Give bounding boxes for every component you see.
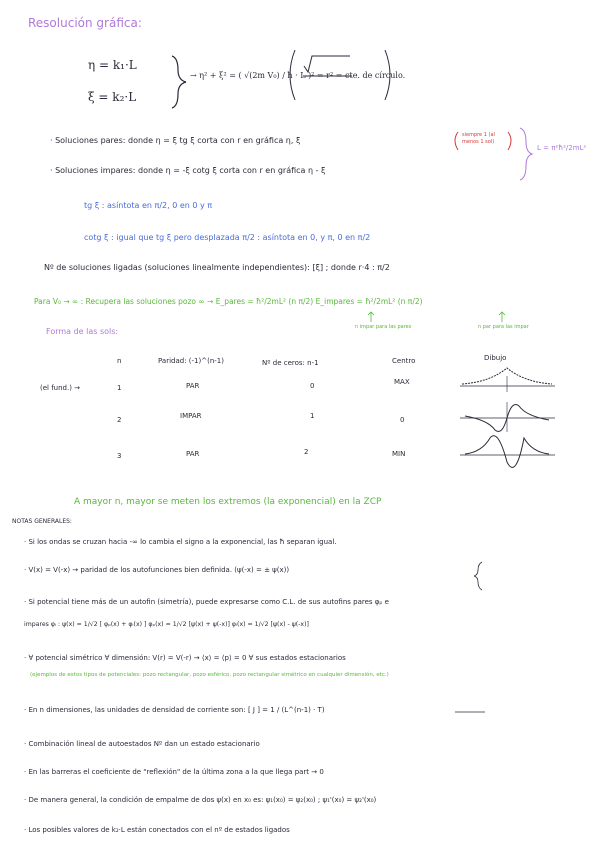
note-10: · De manera general, la condición de empalme de dos ψ(x) en x₀ es: ψ₁(x₀) = ψ₂(x₀) ; ψ₁'(x₀) = ψ₂'(x₀) — [24, 796, 377, 804]
col-zeros: Nº de ceros: n-1 — [262, 359, 319, 367]
note-odd-n: n impar para las pares — [355, 324, 412, 330]
odd-solutions-line: · Soluciones impares: donde η = -ξ cotg ξ corta con r en gráfica η - ξ — [50, 166, 326, 175]
prob-brace — [474, 562, 482, 590]
row1-center: MAX — [394, 378, 410, 386]
green-bullet: A mayor n, mayor se meten los extremos (la exponencial) en la ZCP — [74, 497, 382, 507]
arrow-up-1 — [368, 312, 374, 322]
col-drawing: Dibujo — [484, 354, 507, 362]
cotg-asymptote: cotg ξ : igual que tg ξ pero desplazada π/2 : asíntota en 0, y π, 0 en π/2 — [84, 233, 371, 242]
bound-states-count: Nº de soluciones ligadas (soluciones linealmente independientes): [ξ] ; donde r·4 : π/2 — [44, 263, 390, 272]
row1-zeros: 0 — [310, 382, 315, 390]
notes-heading: NOTAS GENERALES: — [12, 518, 72, 525]
col-center: Centro — [392, 357, 416, 365]
note-7: · En n dimensiones, las unidades de densidad de corriente son: [ J ] = 1 / (L^(n-1) · T) — [24, 706, 325, 714]
note-1: · Si los ondas se cruzan hacia -∞ lo cambia el signo a la exponencial, las ħ separan igual. — [24, 538, 337, 546]
note-6: (ejemplos de estos tipos de potenciales: pozo rectangular, pozo esférico, pozo rectangular simétrico en cualquier dimensión, etc.) — [30, 672, 389, 678]
col-n: n — [117, 357, 122, 365]
row2-n: 2 — [117, 416, 122, 424]
equation-xi: ξ = k₂·L — [88, 90, 137, 104]
note-8: · Combinación lineal de autoestados Nº dan un estado estacionario — [24, 740, 260, 748]
arrow-up-2 — [499, 312, 505, 322]
system-brace — [172, 56, 186, 108]
col-parity: Paridad: (-1)^(n-1) — [158, 357, 224, 365]
row2-center: 0 — [400, 416, 405, 424]
tg-asymptote: tg ξ : asíntota en π/2, 0 en 0 y π — [84, 201, 213, 210]
row3-center: MIN — [392, 450, 406, 458]
section-title: Resolución gráfica: — [28, 16, 142, 30]
note-9: · En las barreras el coeficiente de "reflexión" de la última zona a la que llega part → 0 — [24, 768, 324, 776]
note-2: · V(x) = V(-x) → paridad de los autofunciones bien definida. (ψ(-x) = ± ψ(x)) — [24, 566, 290, 574]
wave-section-title: Forma de las sols: — [46, 327, 119, 336]
side-formula: L = π²ħ²/2mL² — [537, 144, 587, 152]
note-even-n: n par para las impar — [478, 324, 529, 330]
row3-parity: PAR — [186, 450, 200, 458]
infinite-well-limit: Para V₀ → ∞ : Recupera las soluciones pozo ∞ → E_pares = ħ²/2mL² (n π/2) E_impares = ħ²/2mL² (n π/2) — [34, 297, 423, 306]
circle-equation: → η² + ξ² = ( √(2m V₀) / ħ · L )² = r² = cte. de círculo. — [190, 71, 406, 80]
note-5: · ∀ potencial simétrico ∀ dimensión: V(r) = V(-r) → ⟨x⟩ = ⟨p⟩ = 0 ∀ sus estados estacionarios — [24, 654, 346, 662]
side-brace — [520, 128, 532, 180]
row3-zeros: 2 — [304, 448, 309, 456]
note-3: · Si potencial tiene más de un autofin (simetría), puede expresarse como C.L. de sus autofins pares φₚ e — [24, 598, 389, 606]
row2-parity: IMPAR — [180, 412, 202, 420]
fundamental-label: (el fund.) → — [40, 384, 81, 392]
wave-n3 — [465, 436, 549, 468]
row1-n: 1 — [117, 384, 122, 392]
equation-eta: η = k₁·L — [88, 58, 137, 72]
always-note: siempre 1 (al menos 1 sol) — [462, 132, 495, 145]
note-4: impares φᵢ : ψ(x) = 1/√2 [ φₚ(x) + φᵢ(x) ] φₚ(x) = 1/√2 [ψ(x) + ψ(-x)] φᵢ(x) = 1/√2 [ψ(x) - ψ(-x)] — [24, 621, 309, 628]
row1-parity: PAR — [186, 382, 200, 390]
even-solutions-line: · Soluciones pares: donde η = ξ tg ξ corta con r en gráfica η, ξ — [50, 136, 301, 145]
row2-zeros: 1 — [310, 412, 315, 420]
wave-drawings — [460, 368, 555, 467]
row3-n: 3 — [117, 452, 122, 460]
note-11: · Los posibles valores de k₂·L están conectados con el nº de estados ligados — [24, 826, 290, 834]
